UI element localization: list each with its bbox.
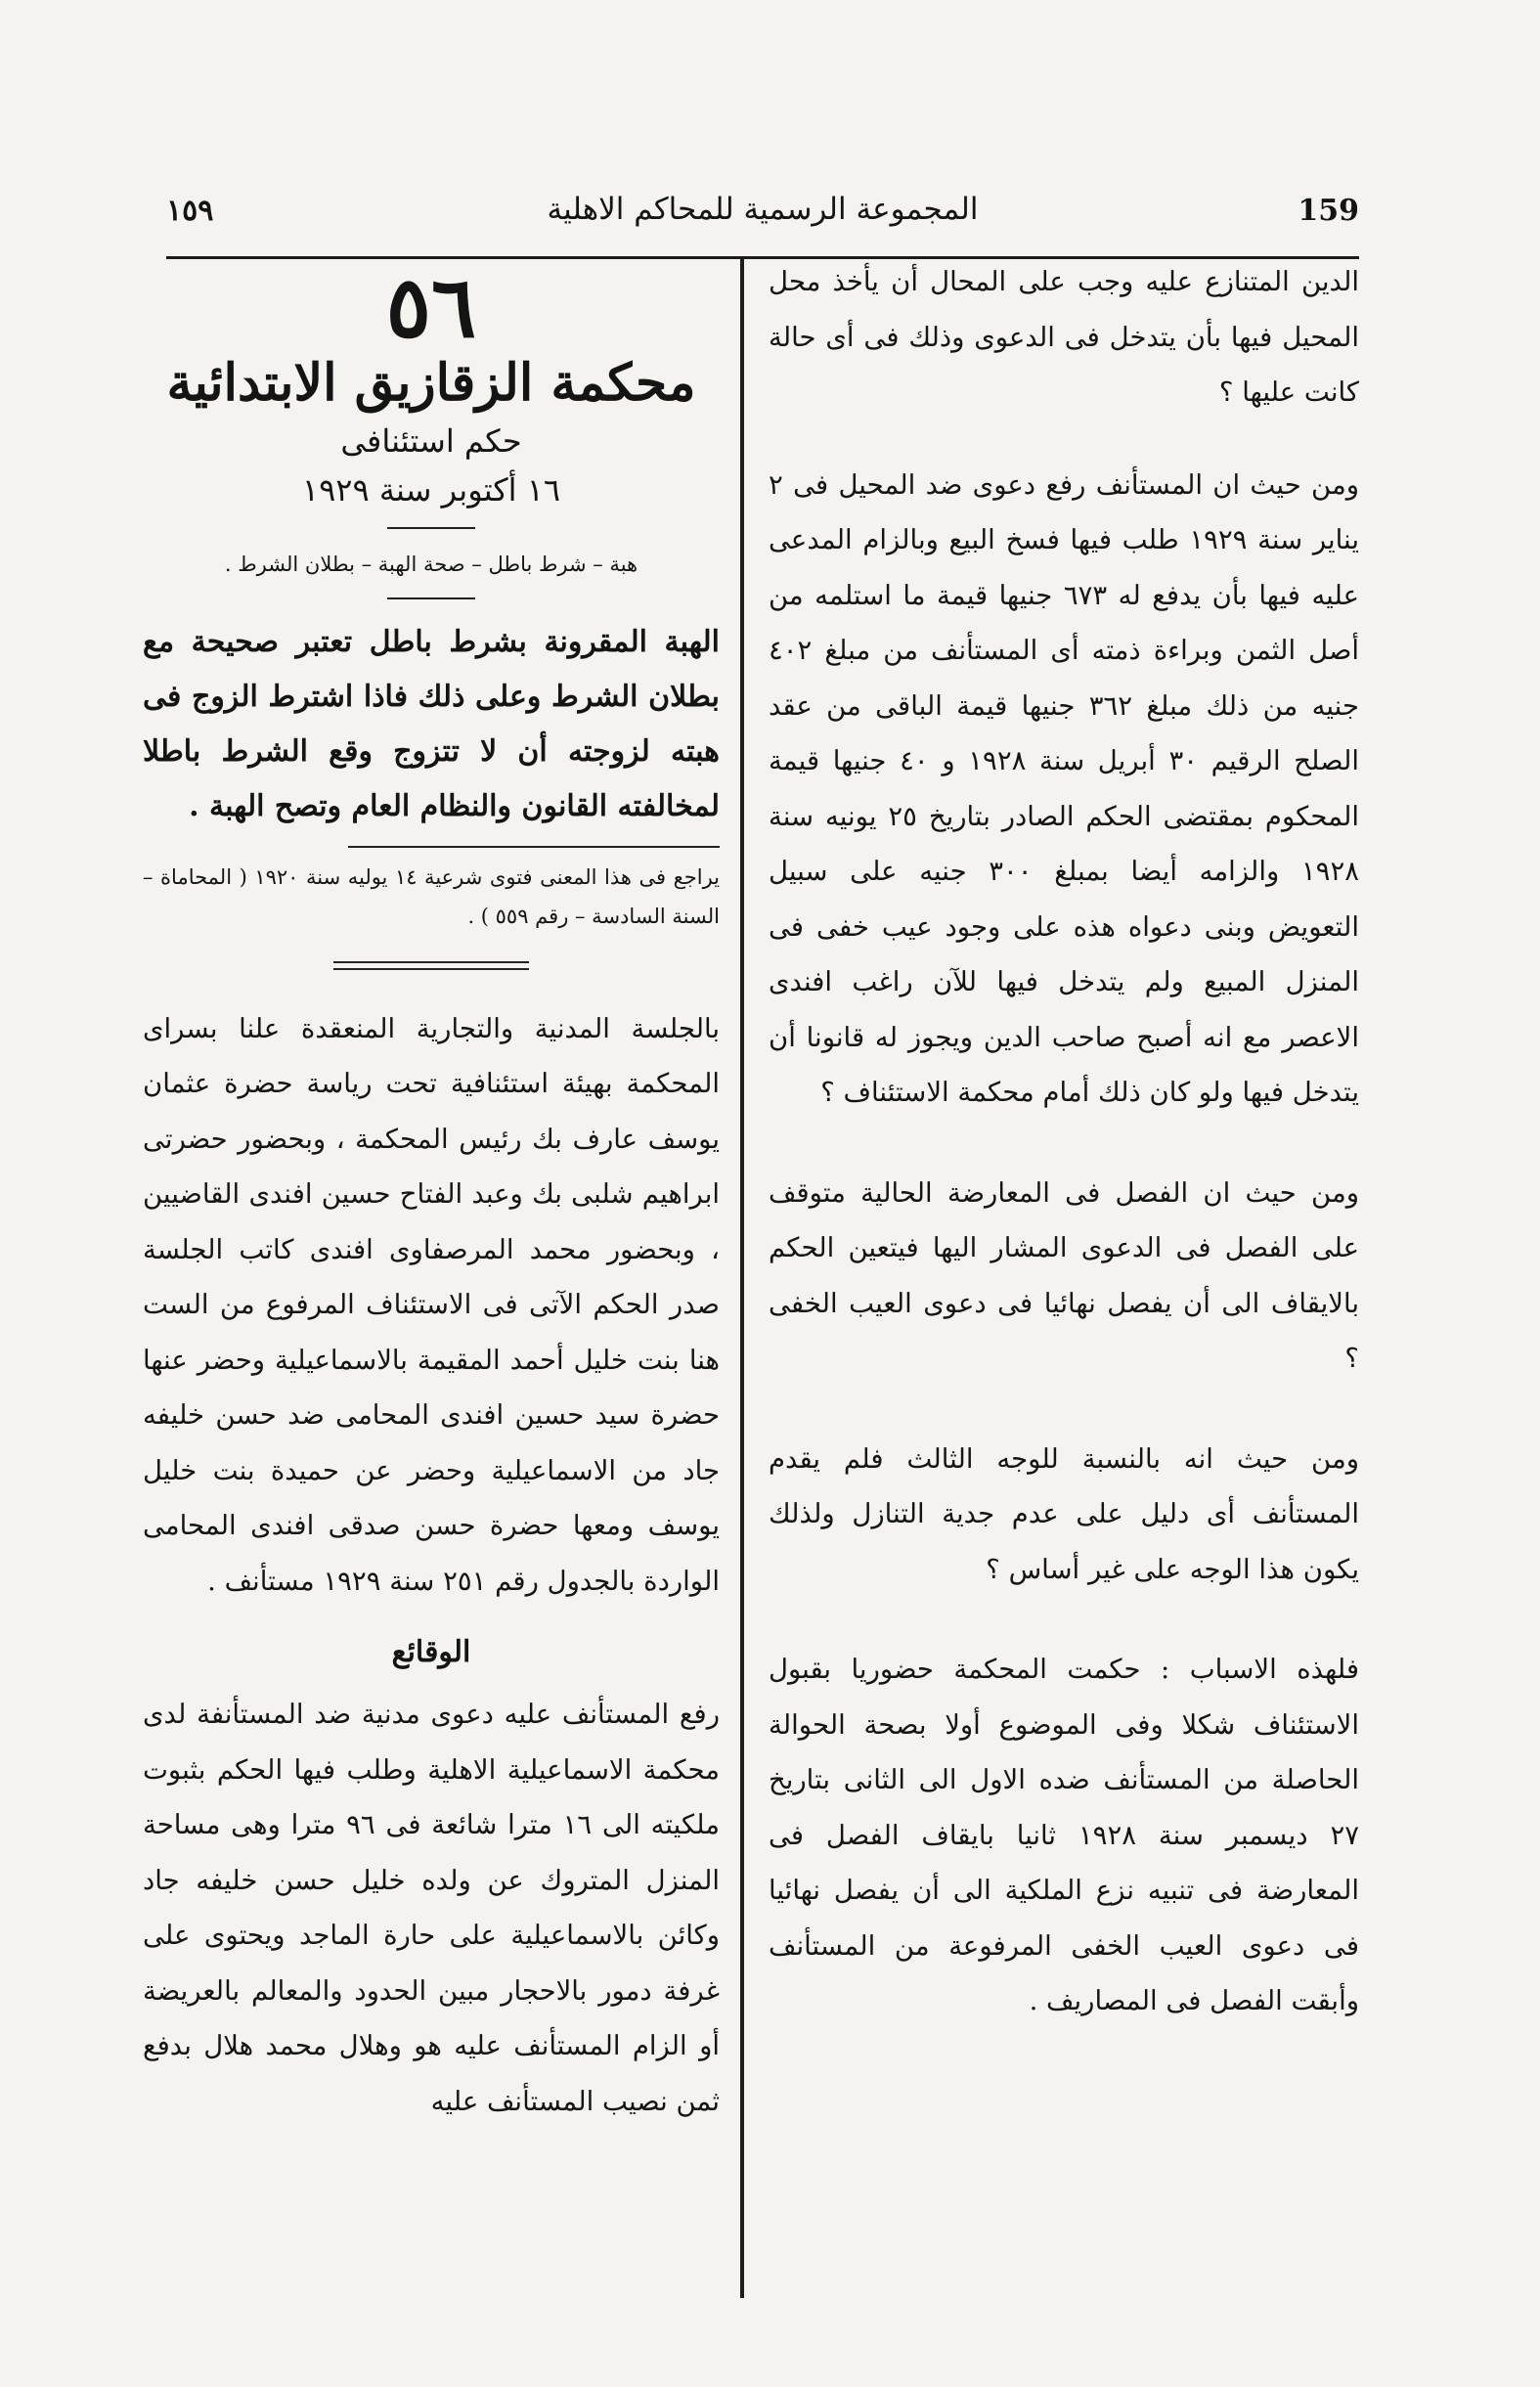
page-number-arabic: ١٥٩ xyxy=(166,194,214,228)
case-number: ٥٦ xyxy=(385,258,477,357)
paragraph-whereas-2: ومن حيث ان الفصل فى المعارضة الحالية متوقف على الفصل فى الدعوى المشار اليها فيتعين الحكم بالايقاف الى أن يفصل نهائيا فى دعوى العيب الخفى ؟ xyxy=(769,1176,1359,1374)
right-column xyxy=(769,254,1359,2029)
page-header xyxy=(166,186,1359,244)
divider-rule xyxy=(387,597,475,599)
session-paragraph: بالجلسة المدنية والتجارية المنعقدة علنا بسراى المحكمة بهيئة استئنافية تحت رياسة حضرة عثمان يوسف عارف بك رئيس المحكمة ، وبحضور حضرتى ابراهيم شلبى بك وعبد الفتاح حسين افندى القاضيين ، وبحضور محمد المرصفاوى افندى كاتب الجلسة صدر الحكم الآتى فى الاستئناف المرفوع من الست هنا بنت خليل أحمد المقيمة بالاسماعيلية وحضر عنها حضرة سيد حسين افندى المحامى ضد حسن خليفه جاد من الاسماعيلية وحضر عن حميدة بنت خليل يوسف ومعها حضرة حسن صدقى افندى المحامى الواردة بالجدول رقم ٢٥١ سنة ١٩٢٩ مستأنف . xyxy=(143,1012,720,1597)
ruling-type: حكم استئنافى xyxy=(340,421,522,460)
facts-paragraph: رفع المستأنف عليه دعوى مدنية ضد المستأنفة لدى محكمة الاسماعيلية الاهلية وطلب فيها الحكم بثبوت ملكيته الى ١٦ مترا شائعة فى ٩٦ مترا وهى مساحة المنزل المتروك عن ولده خليل حسن خليفه جاد وكائن بالاسماعيلية على حارة الماجد ويحتوى على غرفة دمور بالاحجار مبين الحدود والمعالم بالعريضة أو الزام المستأنف عليه هو وهلال محمد هلال بدفع ثمن نصيب المستأنف عليه xyxy=(143,1699,720,2117)
paragraph-whereas-3: ومن حيث انه بالنسبة للوجه الثالث فلم يقدم المستأنف أى دليل على عدم جدية التنازل ولذلك يكون هذا الوجه على غير أساس ؟ xyxy=(769,1442,1359,1585)
paragraph-verdict: فلهذه الاسباب : حكمت المحكمة حضوريا بقبول الاستئناف شكلا وفى الموضوع أولا بصحة الحوالة الحاصلة من المستأنف ضده الاول الى الثانى بتاريخ ٢٧ ديسمبر سنة ١٩٢٨ ثانيا بايقاف الفصل فى المعارضة فى تنبيه نزع الملكية الى أن يفصل نهائيا فى دعوى العيب الخفى المرفوعة من المستأنف وأبقت الفصل فى المصاريف . xyxy=(769,1654,1359,2016)
reference-note: يراجع فى هذا المعنى فتوى شرعية ١٤ يوليه سنة ١٩٢٠ ( المحاماة – السنة السادسة – رقم ٥٥٩ ) . xyxy=(143,864,720,928)
left-column xyxy=(143,256,720,2129)
divider-rule xyxy=(387,527,475,529)
ruling-date: ١٦ أكتوبر سنة ١٩٢٩ xyxy=(301,470,561,508)
legal-holding: الهبة المقرونة بشرط باطل تعتبر صحيحة مع بطلان الشرط وعلى ذلك فاذا اشترط الزوج فى هبته لزوجته أن لا تتزوج وقع الشرط باطلا لمخالفته القانون والنظام العام وتصح الهبة . xyxy=(143,624,720,823)
running-title: المجموعة الرسمية للمحاكم الاهلية xyxy=(547,192,979,227)
facts-heading: الوقائع xyxy=(391,1635,471,1670)
paragraph-whereas-1: ومن حيث ان المستأنف رفع دعوى ضد المحيل فى ٢ يناير سنة ١٩٢٩ طلب فيها فسخ البيع وبالزام المدعى عليه فيها بأن يدفع له ٦٧٣ جنيها قيمة ما استلمه من أصل الثمن وبراءة ذمته أى المستأنف من مبلغ ٤٠٢ جنيه من ذلك مبلغ ٣٦٢ جنيها قيمة الباقى من عقد الصلح الرقيم ٣٠ أبريل سنة ١٩٢٨ و ٤٠ جنيها قيمة المحكوم بمقتضى الحكم الصادر بتاريخ ٢٥ يونيه سنة ١٩٢٨ والزامه أيضا بمبلغ ٣٠٠ جنيه على سبيل التعويض وبنى دعواه هذه على وجود عيب خفى فى المنزل المبيع ولم يتدخل فيها للآن راغب افندى الاعصر مع انه أصبح صاحب الدين ويجوز له قانونا أن يتدخل فيها ولو كان ذلك أمام محكمة الاستئناف ؟ xyxy=(769,468,1360,1108)
page-number-latin: 159 xyxy=(1298,194,1359,228)
reference-rule xyxy=(348,846,720,848)
column-divider xyxy=(740,259,744,2298)
keywords: هبة – شرط باطل – صحة الهبة – بطلان الشرط . xyxy=(224,552,638,576)
double-rule xyxy=(333,961,529,970)
court-name: محكمة الزقازيق الابتدائية xyxy=(166,353,696,413)
paragraph-continuation: الدين المتنازع عليه وجب على المحال أن يأخذ محل المحيل فيها بأن يتدخل فى الدعوى وذلك فى أى حالة كانت عليها ؟ xyxy=(769,266,1359,408)
